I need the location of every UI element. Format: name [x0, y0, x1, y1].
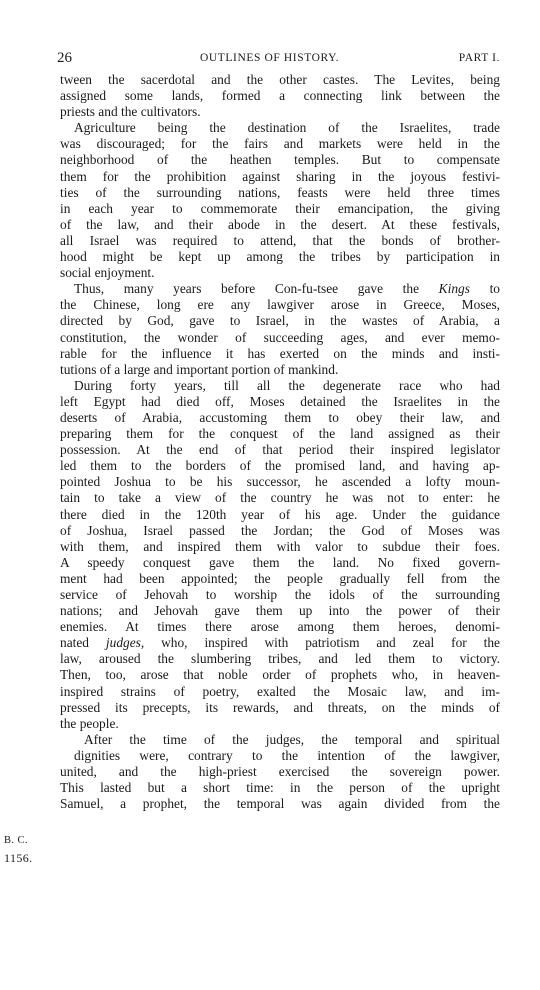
running-title: OUTLINES OF HISTORY. — [200, 52, 340, 64]
text-line: neighborhood of the heathen temples. But to compensate — [60, 152, 500, 168]
text-line: Then, too, arose that noble order of prophets who, in heaven- — [60, 667, 500, 683]
text-line: tutions of a large and important portion of mankind. — [60, 361, 339, 377]
text-line: This lasted but a short time: in the person of the upright — [60, 780, 500, 796]
text-line: tain to take a view of the country he was not to enter: he — [60, 490, 500, 506]
text-line: tween the sacerdotal and the other castes. The Levites, being — [60, 72, 500, 87]
text-line: nations; and Jehovah gave them up into the power of their — [60, 603, 500, 619]
text-line: directed by God, gave to Israel, in the wastes of Arabia, a — [60, 313, 500, 329]
paragraph-first-line: During forty years, till all the degenerate race who had — [74, 377, 500, 393]
text-line: united, and the high-priest exercised the sovereign power. — [60, 764, 500, 780]
text-line: ties of the surrounding nations, feasts were held three times — [60, 184, 500, 200]
text-line: priests and the cultivators. — [60, 104, 201, 120]
text-line: the Chinese, long ere any lawgiver arose in Greece, Moses, — [60, 297, 500, 313]
text-line: service of Jehovah to worship the idols of the surrounding — [60, 587, 500, 602]
text-line: dignities were, contrary to the intention of the lawgiver, — [74, 747, 500, 763]
line-text: nated — [60, 635, 106, 651]
text-line: enemies. At times there arose among them heroes, denomi- — [60, 619, 500, 635]
italic-judges: judges, — [105, 635, 145, 651]
line-text: who, inspired with patriotism and zeal for the — [144, 635, 500, 651]
paragraph-first-line: Agriculture being the destination of the Israelites, trade — [74, 120, 500, 136]
text-line: all Israel was required to attend, that the bonds of brother- — [60, 232, 500, 248]
line-text: Thus, many years before Con-fu-tsee gave the — [74, 281, 439, 297]
line-text: to — [469, 281, 500, 297]
paragraph-first-line — [60, 281, 500, 297]
body-text — [60, 72, 500, 812]
text-line: hood might be kept up among the tribes by participation in — [60, 249, 500, 265]
text-line: pressed its precepts, its rewards, and threats, on the minds of — [60, 699, 500, 715]
part-label: PART I. — [458, 52, 500, 64]
text-line: of Joshua, Israel passed the Jordan; the God of Moses was — [60, 522, 500, 538]
text-line: led them to the borders of the promised land, and having ap- — [60, 458, 500, 474]
text-line: pointed Joshua to be his successor, he ascended a lofty moun- — [60, 474, 500, 490]
text-line: possession. At the end of that period their inspired legislator — [60, 442, 500, 458]
text-line: there died in the 120th year of his age. Under the guidance — [60, 506, 500, 522]
italic-kings: Kings — [438, 281, 470, 297]
text-line: constitution, the wonder of succeeding ages, and ever memo- — [60, 329, 500, 345]
running-header — [57, 50, 500, 70]
text-line — [60, 635, 500, 651]
text-line: law, aroused the slumbering tribes, and led them to victory. — [60, 651, 500, 667]
text-line: assigned some lands, formed a connecting link between the — [60, 88, 500, 104]
text-line: in each year to commemorate their emancipation, the giving — [60, 200, 500, 216]
text-line: of the law, and their abode in the desert. At these festivals, — [60, 216, 500, 232]
text-line: preparing them for the conquest of the land assigned as their — [60, 426, 500, 442]
text-line: rable for the influence it has exerted on the minds and insti- — [60, 345, 500, 361]
text-line: them for the prohibition against sharing in the joyous festivi- — [60, 168, 500, 184]
text-line: was discouraged; for the fairs and markets were held in the — [60, 136, 500, 152]
page-number: 26 — [57, 50, 72, 66]
text-line: Samuel, a prophet, the temporal was again divided from the — [60, 796, 500, 812]
text-line: with them, and inspired them with valor to subdue their foes. — [60, 538, 500, 554]
text-line: inspired strains of poetry, exalted the Mosaic law, and im- — [60, 683, 500, 699]
text-line: the people. — [60, 715, 119, 731]
margin-era-note: B. C. — [4, 835, 28, 846]
text-line: social enjoyment. — [60, 265, 155, 281]
margin-year-note: 1156. — [4, 851, 33, 865]
text-line: deserts of Arabia, accustoming them to obey their law, and — [60, 409, 500, 425]
text-line: left Egypt had died off, Moses detained the Israelites in the — [60, 393, 500, 409]
text-line: ment had been appointed; the people gradually fell from the — [60, 570, 500, 586]
paragraph-first-line: After the time of the judges, the temporal and spiritual — [84, 731, 500, 747]
text-line: A speedy conquest gave them the land. No fixed govern- — [60, 554, 500, 570]
